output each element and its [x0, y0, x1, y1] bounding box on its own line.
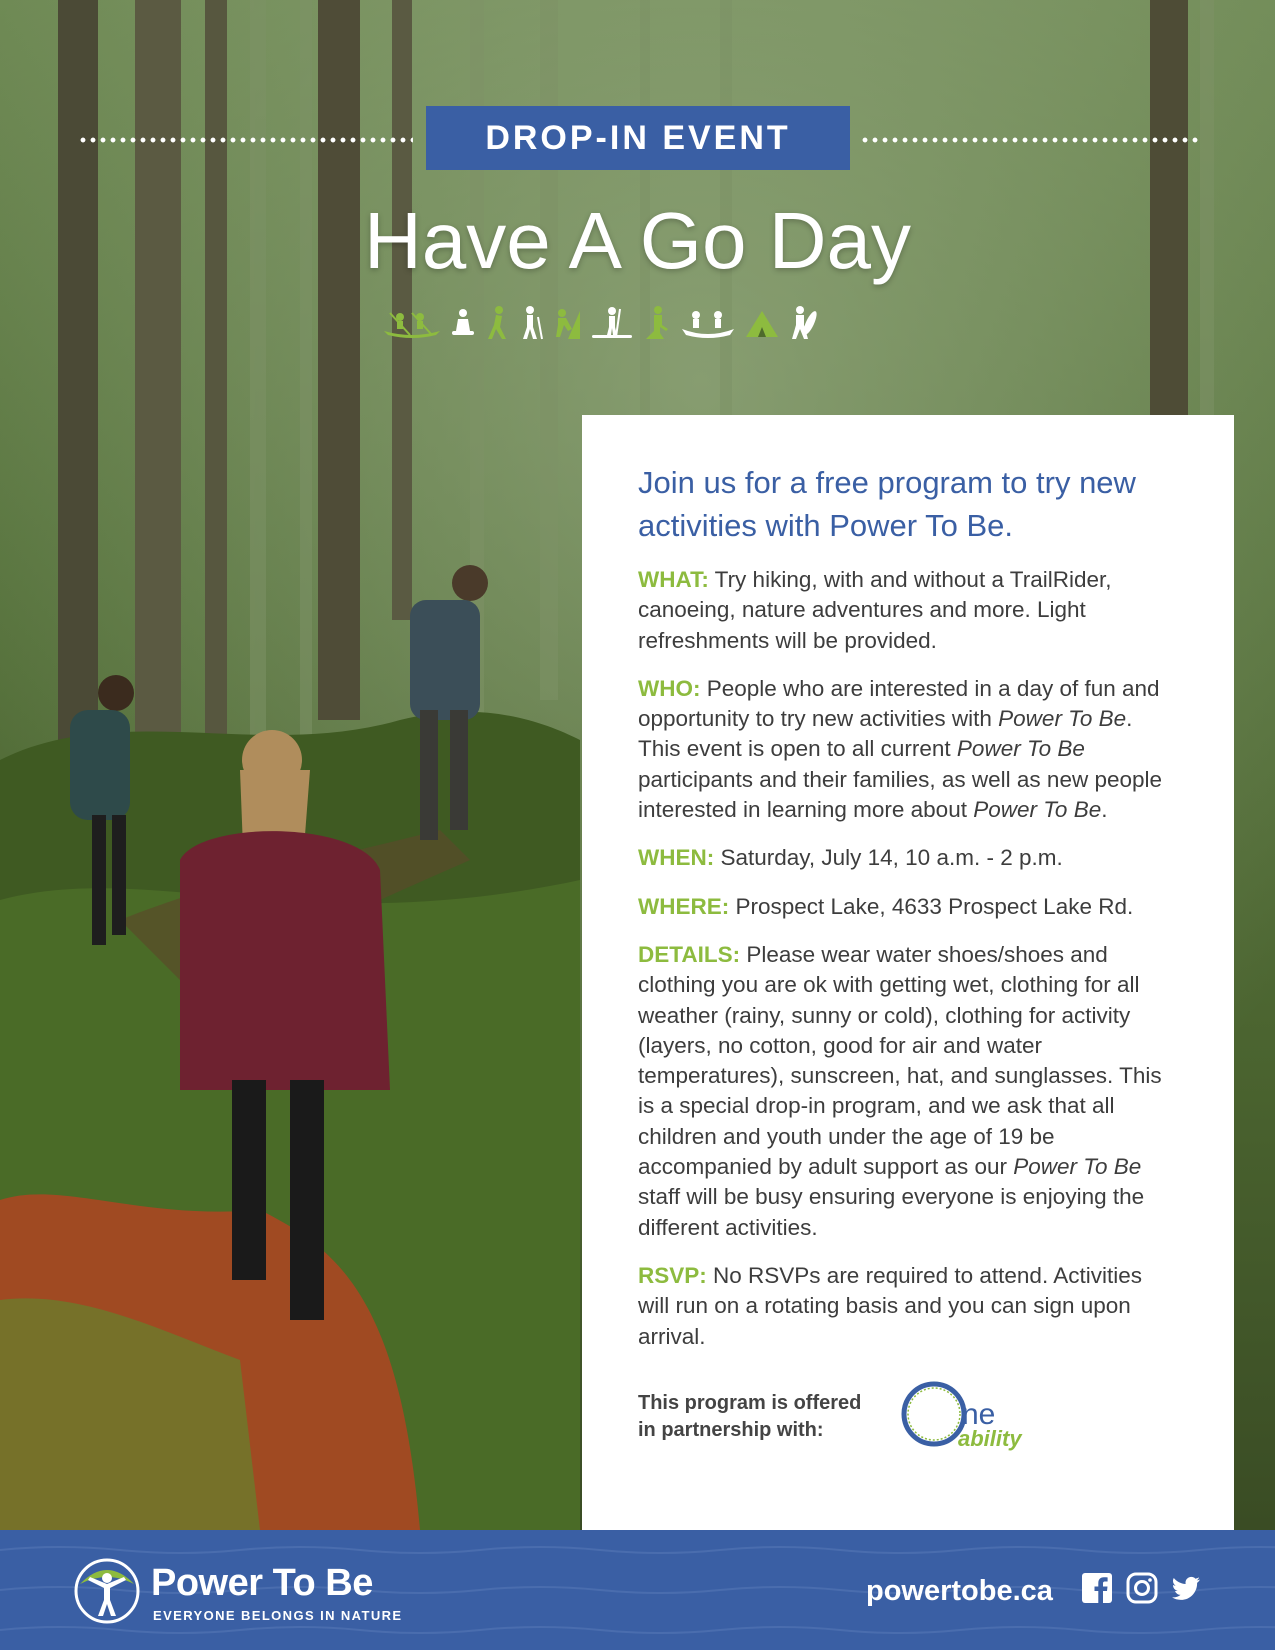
power-to-be-logo: [74, 1558, 140, 1624]
camping-tent-icon: [744, 305, 780, 341]
hiking-icon: [484, 305, 510, 341]
dotted-divider-left: [78, 137, 413, 143]
website-link[interactable]: powertobe.ca: [866, 1575, 1053, 1607]
what-section: [638, 565, 1178, 656]
page-title: Have A Go Day: [364, 196, 911, 285]
trekking-poles-icon: [518, 305, 544, 341]
what-text: Try hiking, with and without a TrailRider, canoeing, nature adventures and more. Light refreshments will be provided.: [638, 567, 1112, 653]
who-text: participants and their families, as well as new people interested in learning more about: [638, 766, 1163, 823]
who-text: .: [1101, 797, 1108, 823]
dotted-divider-right: [860, 137, 1200, 143]
who-label: WHO:: [638, 675, 701, 701]
logo-ne: ne: [962, 1397, 996, 1431]
who-text: People who are interested in a day of fun and opportunity to try new activities with: [638, 675, 1160, 732]
partner-line-1: This program is offered: [638, 1391, 862, 1414]
surfing-icon: [788, 305, 818, 341]
who-text: . This event is open to all current: [638, 706, 1133, 762]
details-section: [638, 940, 1178, 1243]
rock-climbing-icon: [552, 305, 582, 341]
partner-text: [638, 1390, 861, 1444]
instagram-icon[interactable]: [1126, 1572, 1158, 1604]
details-text: Please wear water shoes/shoes and clothing you are ok with getting wet, clothing for all weather (rainy, sunny or cold), clothing for activity (layers, no cotton, good for air and water temperatures), sunscreen, hat, and sunglasses. This is a special drop-in program, and we ask that all children and youth under the age of 19 be accompanied by adult support as our: [638, 941, 1162, 1180]
twitter-icon[interactable]: [1170, 1572, 1202, 1604]
who-section: [638, 674, 1178, 825]
brand-name: Power To Be: [151, 1562, 373, 1604]
where-text: Prospect Lake, 4633 Prospect Lake Rd.: [729, 893, 1134, 919]
details-text: staff will be busy ensuring everyone is enjoying the different activities.: [638, 1184, 1145, 1240]
rsvp-section: [638, 1261, 1178, 1352]
org-name: Power To Be: [1013, 1154, 1142, 1180]
activity-icon-row: [382, 303, 902, 343]
rsvp-label: RSVP:: [638, 1262, 707, 1288]
where-label: WHERE:: [638, 893, 730, 919]
org-name: Power To Be: [956, 736, 1085, 762]
partner-block: [638, 1378, 1178, 1458]
canoe-icon: [680, 305, 736, 341]
meditation-icon: [450, 305, 476, 341]
partner-line-2: in partnership with:: [638, 1418, 824, 1441]
when-section: [638, 843, 1178, 873]
one-ability-logo: [898, 1378, 1038, 1458]
footer-bar: [0, 1530, 1275, 1650]
event-info-card: [582, 415, 1234, 1531]
brand-tagline: EVERYONE BELONGS IN NATURE: [153, 1608, 403, 1623]
where-section: [638, 892, 1178, 922]
org-name: Power To Be: [973, 797, 1102, 823]
details-label: DETAILS:: [638, 941, 741, 967]
facebook-icon[interactable]: [1081, 1572, 1113, 1604]
rsvp-text: No RSVPs are required to attend. Activities will run on a rotating basis and you can sign upon arrival.: [638, 1262, 1142, 1349]
lead-heading: Join us for a free program to try new activities with Power To Be.: [638, 465, 1136, 543]
kayak-icon: [382, 305, 442, 341]
logo-ability: ability: [958, 1425, 1022, 1451]
when-text: Saturday, July 14, 10 a.m. - 2 p.m.: [714, 845, 1063, 871]
org-name: Power To Be: [998, 706, 1127, 732]
what-label: WHAT:: [638, 567, 709, 592]
nature-walk-icon: [642, 305, 672, 341]
event-type-badge: DROP-IN EVENT: [426, 106, 850, 170]
when-label: WHEN:: [638, 845, 715, 871]
paddleboard-icon: [590, 305, 634, 341]
